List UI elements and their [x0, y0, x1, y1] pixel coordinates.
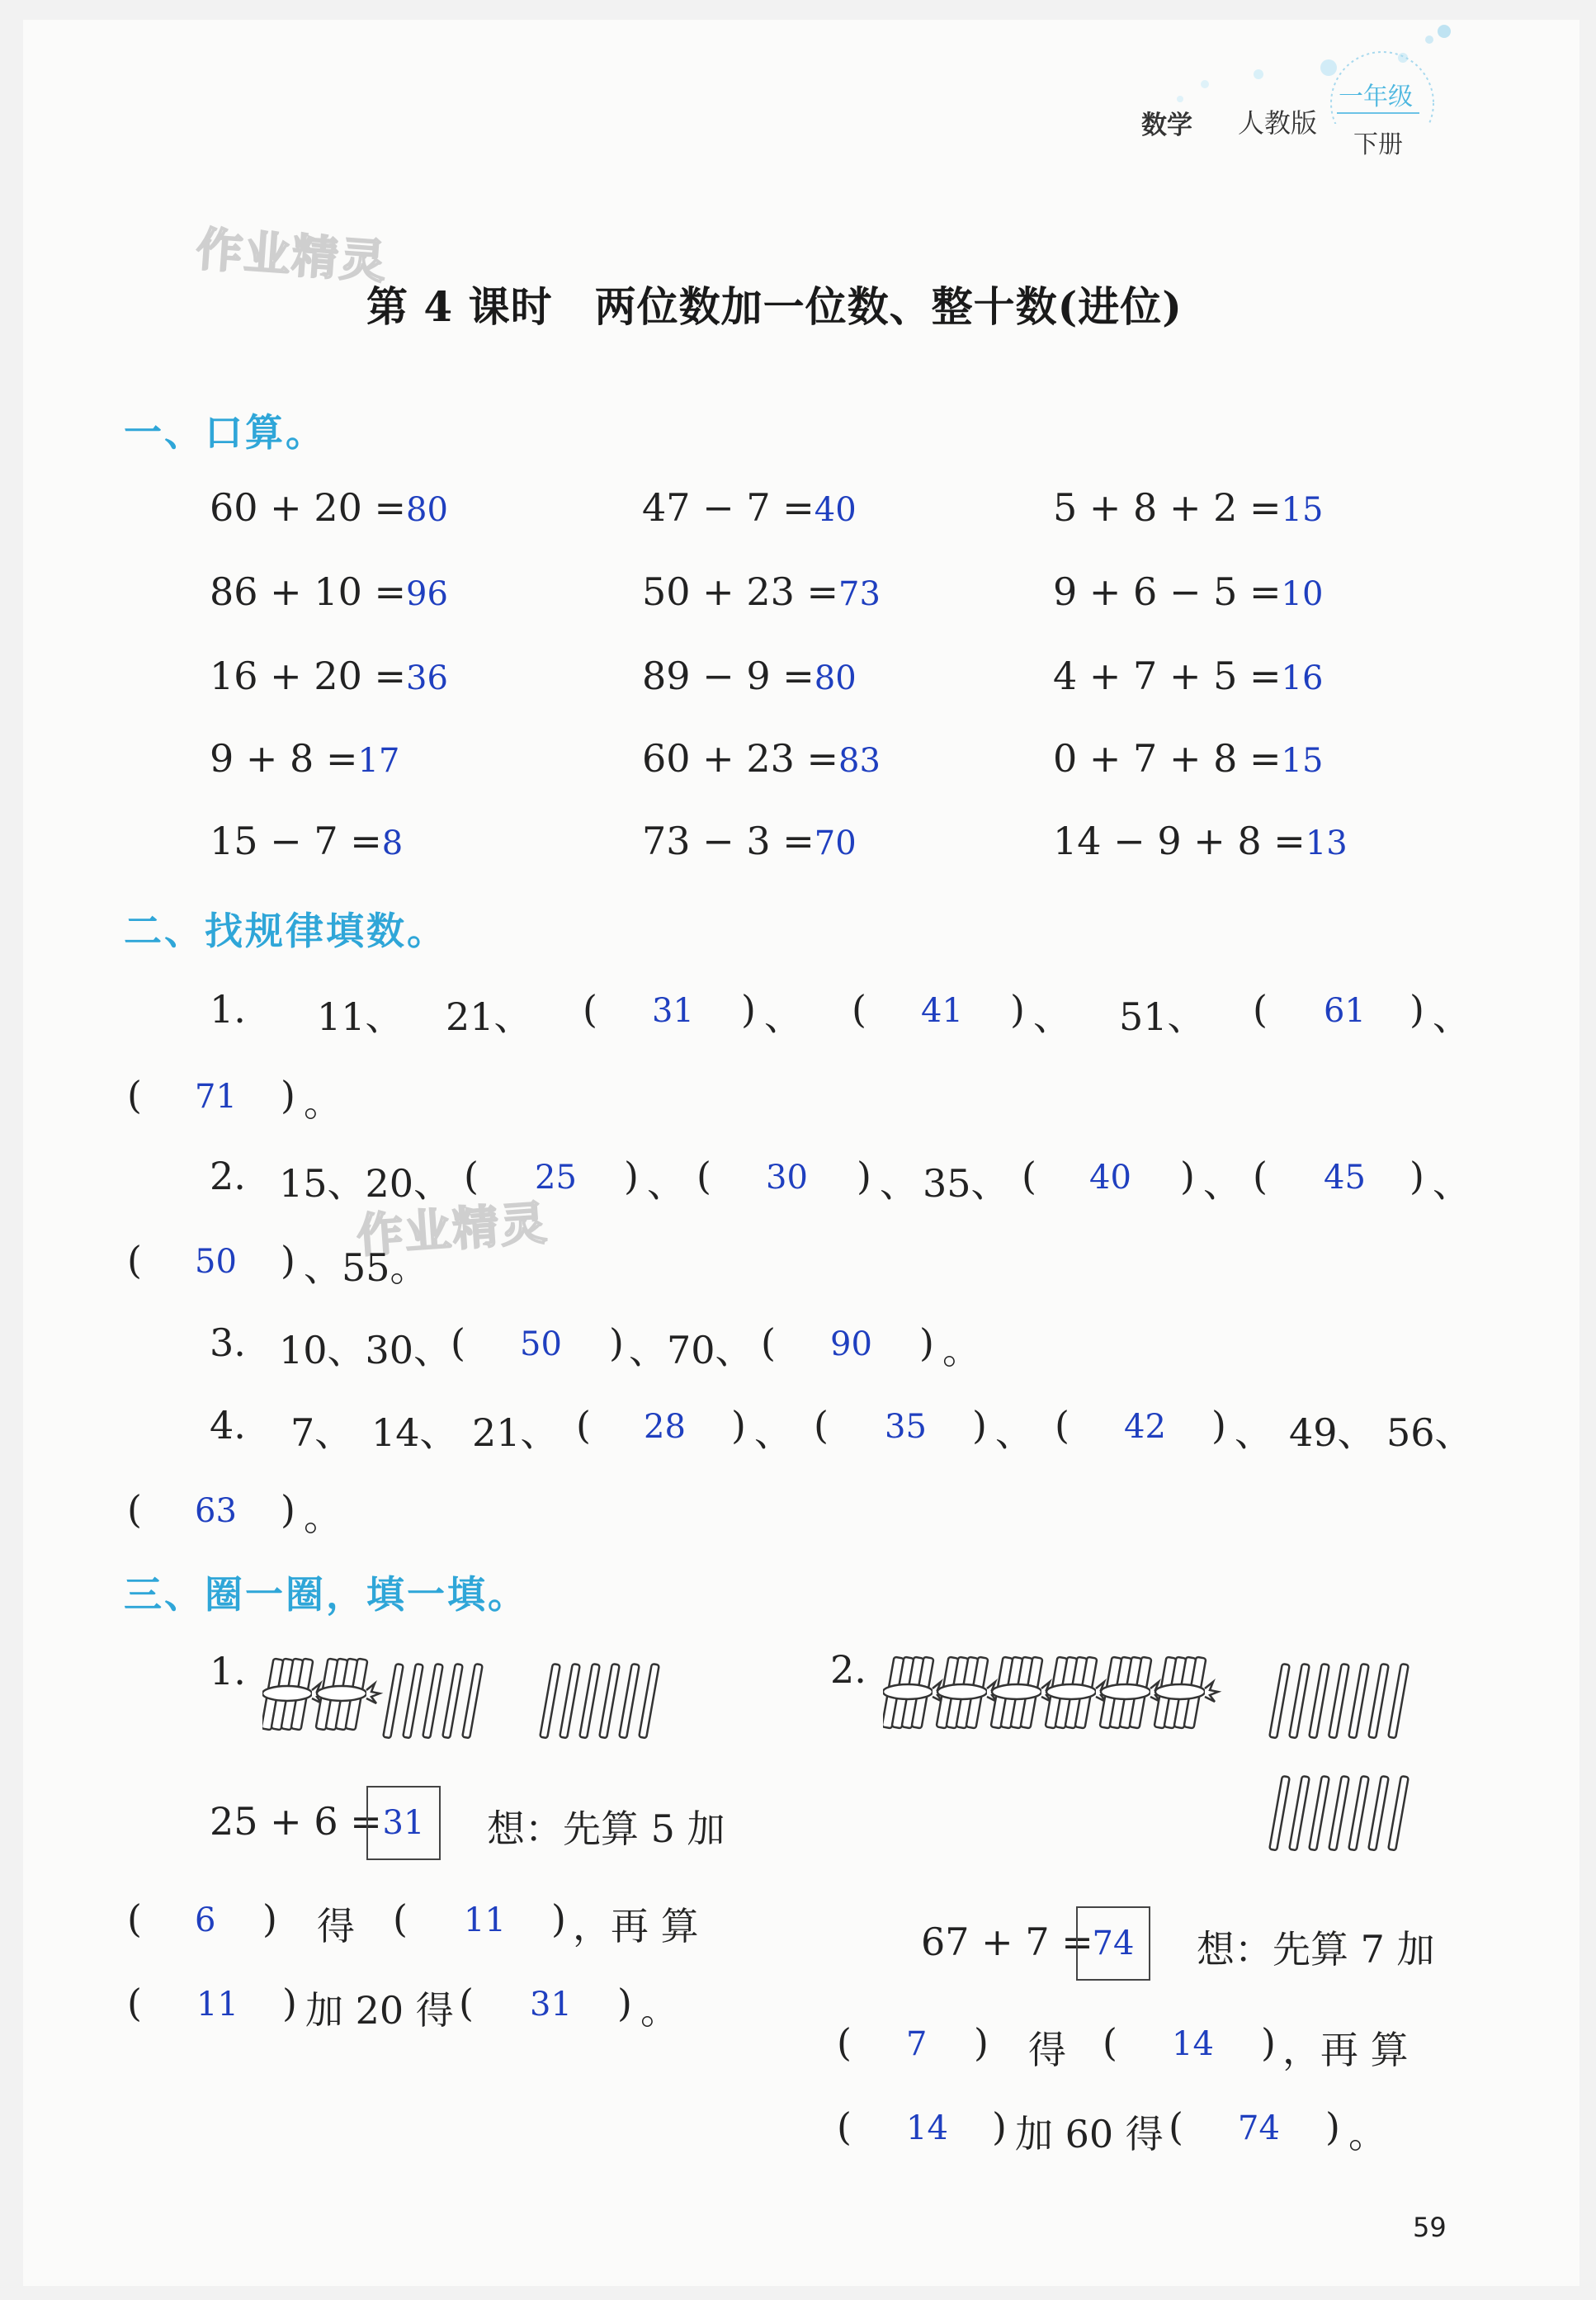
oral-calc-item: 60 + 20 =80	[210, 485, 448, 530]
answer: 7	[906, 2025, 928, 2063]
answer: 31	[530, 1986, 572, 2024]
q1-number: 1.	[210, 1649, 246, 1693]
oral-calc-item: 0 + 7 + 8 =15	[1053, 736, 1324, 781]
header-divider	[1337, 112, 1419, 114]
header-subject: 数学	[1141, 111, 1192, 140]
oral-calc-item: 16 + 20 =36	[210, 654, 448, 698]
answer: 6	[195, 1901, 216, 1939]
q1-equation: 25 + 6 =	[210, 1799, 382, 1844]
answer: 42	[1124, 1408, 1166, 1446]
answer: 25	[535, 1159, 577, 1197]
q1-answer-box: 31	[366, 1786, 441, 1860]
answer: 40	[1089, 1159, 1131, 1197]
oral-calc-item: 15 − 7 =8	[210, 819, 404, 863]
q2-number: 2.	[830, 1647, 866, 1692]
q2-think: 想：先算 7 加	[1197, 1927, 1435, 1972]
single-sticks-icon	[381, 1659, 505, 1745]
section3-heading: 三、圈一圈，填一填。	[124, 1572, 528, 1617]
q2-equation: 67 + 7 =	[921, 1920, 1093, 1964]
answer: 28	[644, 1408, 686, 1446]
oral-calc-item: 9 + 6 − 5 =10	[1053, 569, 1324, 614]
single-sticks-icon	[1268, 1771, 1433, 1857]
answer: 73	[838, 575, 881, 613]
single-sticks-icon	[1268, 1659, 1433, 1745]
answer: 83	[838, 742, 881, 780]
oral-calc-item: 14 − 9 + 8 =13	[1053, 819, 1348, 863]
answer: 96	[406, 575, 448, 613]
answer: 13	[1305, 824, 1348, 862]
answer: 15	[1281, 491, 1324, 529]
oral-calc-item: 5 + 8 + 2 =15	[1053, 485, 1324, 530]
answer: 17	[357, 742, 400, 780]
q1-think: 想：先算 5 加	[487, 1806, 725, 1851]
answer: 63	[195, 1492, 237, 1530]
bundle-of-ten-sticks-icon	[262, 1652, 394, 1743]
oral-calc-item: 86 + 10 =96	[210, 569, 448, 614]
answer: 74	[1238, 2109, 1280, 2147]
page-number: 59	[1413, 2212, 1447, 2243]
answer: 16	[1281, 659, 1324, 697]
answer: 41	[921, 992, 963, 1030]
answer: 50	[195, 1243, 237, 1281]
watermark: 作业精灵	[194, 222, 390, 290]
header-grade: 一年级	[1339, 83, 1413, 111]
answer: 35	[885, 1408, 927, 1446]
oral-calc-item: 50 + 23 =73	[642, 569, 881, 614]
section2-heading: 二、找规律填数。	[124, 909, 447, 953]
lesson-title: 第 4 课时 两位数加一位数、整十数(进位)	[366, 282, 1183, 331]
section1-heading: 一、口算。	[124, 410, 326, 455]
oral-calc-item: 9 + 8 =17	[210, 736, 400, 781]
answer: 36	[406, 659, 448, 697]
answer: 15	[1281, 742, 1324, 780]
answer: 40	[814, 491, 857, 529]
answer: 31	[652, 992, 694, 1030]
answer: 11	[464, 1901, 506, 1939]
oral-calc-item: 47 − 7 =40	[642, 485, 857, 530]
oral-calc-item: 4 + 7 + 5 =16	[1053, 654, 1324, 698]
answer: 61	[1324, 992, 1366, 1030]
bundle-of-ten-sticks-icon	[883, 1649, 1230, 1745]
answer: 90	[830, 1325, 872, 1363]
q2-answer-box: 74	[1076, 1906, 1150, 1981]
header-volume: 下册	[1353, 130, 1403, 159]
header-edition: 人教版	[1238, 107, 1318, 139]
answer: 30	[766, 1159, 808, 1197]
answer: 80	[406, 491, 448, 529]
oral-calc-item: 73 − 3 =70	[642, 819, 857, 863]
answer: 45	[1324, 1159, 1366, 1197]
watermark: 作业精灵	[355, 1196, 550, 1264]
single-sticks-icon	[538, 1659, 687, 1745]
answer: 14	[906, 2109, 948, 2147]
answer: 10	[1281, 575, 1324, 613]
answer: 8	[381, 824, 404, 862]
answer: 11	[196, 1986, 238, 2024]
answer: 70	[814, 824, 857, 862]
answer: 71	[195, 1078, 237, 1116]
oral-calc-item: 89 − 9 =80	[642, 654, 857, 698]
answer: 14	[1172, 2025, 1214, 2063]
answer: 50	[520, 1325, 562, 1363]
answer: 80	[814, 659, 857, 697]
oral-calc-item: 60 + 23 =83	[642, 736, 881, 781]
